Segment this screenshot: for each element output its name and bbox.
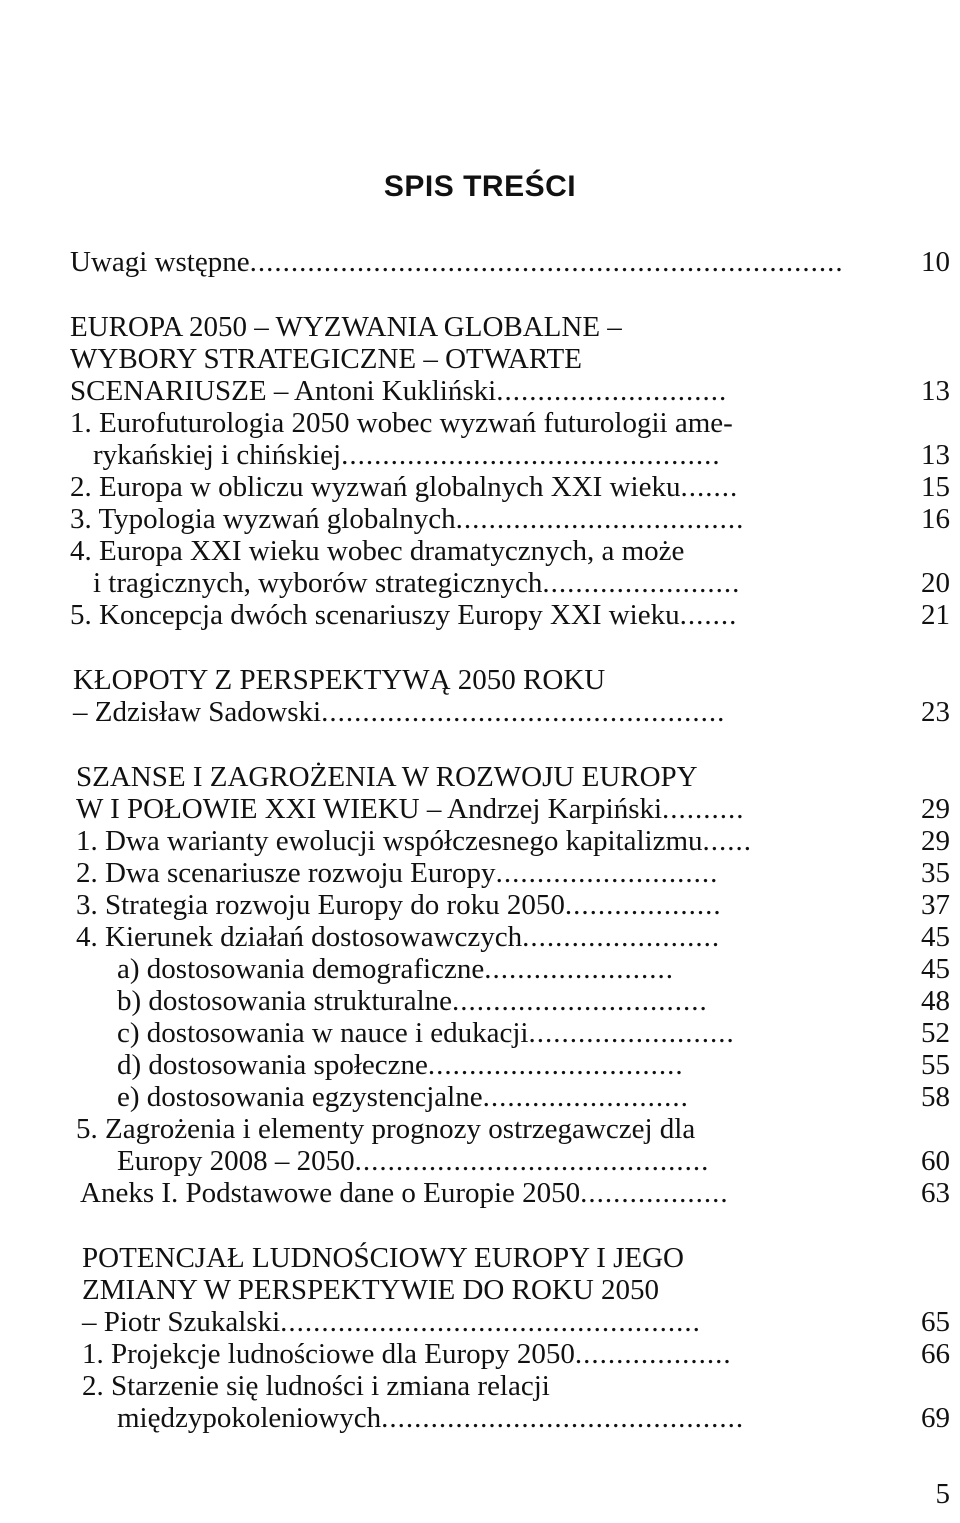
toc-leader-dots: ...................	[574, 1338, 732, 1370]
toc-entry-title	[93, 439, 721, 471]
page-number: 5	[935, 1478, 950, 1510]
toc-page-number: 37	[921, 889, 950, 921]
toc-entry	[0, 375, 960, 407]
toc-entry-label: 3. Strategia rozwoju Europy do roku 2050	[76, 889, 565, 921]
toc-page-number: 60	[921, 1145, 950, 1177]
table-of-contents	[0, 246, 960, 1434]
toc-entry	[0, 696, 960, 728]
toc-entry-title	[76, 761, 698, 793]
toc-page-number: 45	[921, 921, 950, 953]
toc-entry	[0, 953, 960, 985]
toc-entry	[0, 1402, 960, 1434]
toc-entry-label: ZMIANY W PERSPEKTYWIE DO ROKU 2050	[82, 1274, 660, 1306]
toc-entry-title	[70, 471, 738, 503]
toc-leader-dots: .........................	[482, 1081, 689, 1113]
toc-entry-label: d) dostosowania społeczne	[117, 1049, 428, 1081]
toc-entry-title	[70, 599, 737, 631]
toc-entry	[0, 761, 960, 793]
toc-entry-label: 5. Zagrożenia i elementy prognozy ostrzegawczej dla	[76, 1113, 696, 1145]
toc-entry-title	[76, 1113, 695, 1145]
toc-entry-title	[82, 1306, 701, 1338]
toc-page-number: 29	[921, 793, 950, 825]
toc-leader-dots: .........................	[528, 1017, 735, 1049]
toc-entry-title	[70, 311, 622, 343]
section-gap	[0, 631, 960, 664]
toc-leader-dots: ..........	[662, 793, 745, 825]
toc-entry-label: Aneks I. Podstawowe dane o Europie 2050	[80, 1177, 581, 1209]
toc-entry	[0, 567, 960, 599]
toc-entry-label: 1. Dwa warianty ewolucji współczesnego kapitalizmu	[76, 825, 703, 857]
toc-page-number: 63	[921, 1177, 950, 1209]
toc-entry	[0, 1177, 960, 1209]
toc-leader-dots: ............................	[496, 375, 728, 407]
toc-entry	[0, 1113, 960, 1145]
toc-entry-title	[82, 1274, 659, 1306]
toc-entry-label: 4. Europa XXI wieku wobec dramatycznych, a może	[70, 535, 685, 567]
toc-entry-title	[70, 246, 844, 278]
toc-leader-dots: ...................	[564, 889, 722, 921]
toc-entry	[0, 664, 960, 696]
toc-entry	[0, 793, 960, 825]
toc-entry-title	[82, 1370, 550, 1402]
toc-entry	[0, 599, 960, 631]
toc-entry-title	[82, 1242, 684, 1274]
toc-entry-label: SZANSE I ZAGROŻENIA W ROZWOJU EUROPY	[76, 761, 698, 793]
toc-entry-label: POTENCJAŁ LUDNOŚCIOWY EUROPY I JEGO	[82, 1242, 685, 1274]
toc-leader-dots: ........................	[542, 567, 741, 599]
toc-entry-title	[80, 1177, 729, 1209]
toc-entry	[0, 246, 960, 278]
section-gap	[0, 1209, 960, 1242]
toc-entry	[0, 311, 960, 343]
toc-leader-dots: ..............................................	[341, 439, 721, 471]
toc-entry-label: Uwagi wstępne	[70, 246, 250, 278]
toc-entry-label: 1. Projekcje ludnościowe dla Europy 2050	[82, 1338, 575, 1370]
toc-leader-dots: ...................................	[455, 503, 745, 535]
toc-page-number: 20	[921, 567, 950, 599]
toc-leader-dots: ......	[702, 825, 753, 857]
toc-page-number: 13	[921, 375, 950, 407]
toc-entry	[0, 343, 960, 375]
toc-entry-label: 5. Koncepcja dwóch scenariuszy Europy XXI wieku	[70, 599, 680, 631]
toc-entry-label: Europy 2008 – 2050	[117, 1145, 355, 1177]
toc-entry	[0, 439, 960, 471]
toc-entry-label: SCENARIUSZE – Antoni Kukliński	[70, 375, 497, 407]
toc-entry	[0, 1017, 960, 1049]
toc-entry-label: a) dostosowania demograficzne	[117, 953, 485, 985]
toc-entry	[0, 535, 960, 567]
toc-page-number: 48	[921, 985, 950, 1017]
toc-leader-dots: ...........................	[495, 857, 719, 889]
toc-leader-dots: ........................	[522, 921, 721, 953]
toc-page-number: 52	[921, 1017, 950, 1049]
toc-entry-label: b) dostosowania strukturalne	[117, 985, 453, 1017]
toc-leader-dots: ...................................................	[280, 1306, 701, 1338]
section-gap	[0, 278, 960, 311]
toc-entry	[0, 889, 960, 921]
toc-entry-title	[76, 857, 718, 889]
toc-entry-label: WYBORY STRATEGICZNE – OTWARTE	[70, 343, 582, 375]
toc-entry-title	[117, 1081, 689, 1113]
toc-leader-dots: ...........................................	[354, 1145, 710, 1177]
toc-page-number: 45	[921, 953, 950, 985]
toc-entry-label: 1. Eurofuturologia 2050 wobec wyzwań futurologii ame-	[70, 407, 733, 439]
toc-entry-label: rykańskiej i chińskiej	[93, 439, 342, 471]
toc-page-number: 16	[921, 503, 950, 535]
toc-leader-dots: .......	[680, 471, 739, 503]
toc-entry-label: i tragicznych, wyborów strategicznych	[93, 567, 543, 599]
toc-entry	[0, 1081, 960, 1113]
toc-page-number: 10	[921, 246, 950, 278]
toc-page-number: 35	[921, 857, 950, 889]
toc-entry-label: EUROPA 2050 – WYZWANIA GLOBALNE –	[70, 311, 622, 343]
toc-entry-title	[76, 921, 720, 953]
toc-entry-title	[76, 825, 752, 857]
toc-entry-title	[76, 889, 722, 921]
toc-entry-title	[117, 985, 708, 1017]
toc-entry-label: – Zdzisław Sadowski	[73, 696, 322, 728]
toc-entry-label: 3. Typologia wyzwań globalnych	[70, 503, 456, 535]
toc-page-number: 29	[921, 825, 950, 857]
toc-leader-dots: ...............................	[427, 1049, 684, 1081]
toc-entry-label: KŁOPOTY Z PERSPEKTYWĄ 2050 ROKU	[73, 664, 606, 696]
toc-page-number: 23	[921, 696, 950, 728]
toc-page-number: 15	[921, 471, 950, 503]
toc-entry-label: e) dostosowania egzystencjalne	[117, 1081, 483, 1113]
toc-entry-title	[70, 343, 582, 375]
toc-entry-label: W I POŁOWIE XXI WIEKU – Andrzej Karpiński	[76, 793, 663, 825]
toc-page-number: 55	[921, 1049, 950, 1081]
toc-entry-title	[117, 1145, 709, 1177]
toc-leader-dots: ...............................	[452, 985, 708, 1017]
toc-entry-title	[70, 535, 684, 567]
toc-entry	[0, 1338, 960, 1370]
toc-entry	[0, 1049, 960, 1081]
toc-entry-title	[76, 793, 745, 825]
page-title: SPIS TREŚCI	[383, 170, 577, 203]
toc-page-number: 21	[921, 599, 950, 631]
toc-entry	[0, 503, 960, 535]
toc-leader-dots: .................................................	[321, 696, 726, 728]
toc-entry	[0, 985, 960, 1017]
toc-leader-dots: ............................................	[381, 1402, 745, 1434]
toc-entry-label: – Piotr Szukalski	[82, 1306, 281, 1338]
toc-entry-title	[73, 696, 725, 728]
toc-page-number: 13	[921, 439, 950, 471]
toc-entry-title	[73, 664, 605, 696]
toc-entry-title	[70, 407, 733, 439]
toc-page-number: 69	[921, 1402, 950, 1434]
toc-entry	[0, 921, 960, 953]
toc-entry	[0, 471, 960, 503]
toc-leader-dots: .......................	[484, 953, 674, 985]
toc-entry-title	[82, 1338, 732, 1370]
toc-entry-label: 4. Kierunek działań dostosowawczych	[76, 921, 523, 953]
toc-leader-dots: .......	[679, 599, 738, 631]
toc-entry-title	[93, 567, 740, 599]
toc-entry-title	[117, 1017, 735, 1049]
toc-entry	[0, 1242, 960, 1274]
toc-entry-title	[117, 953, 674, 985]
toc-entry	[0, 1370, 960, 1402]
toc-entry-title	[70, 503, 744, 535]
toc-entry-title	[117, 1402, 744, 1434]
toc-entry	[0, 1306, 960, 1338]
toc-entry-label: międzypokoleniowych	[117, 1402, 382, 1434]
toc-entry-title	[70, 375, 727, 407]
toc-entry	[0, 1274, 960, 1306]
toc-entry-label: 2. Starzenie się ludności i zmiana relacji	[82, 1370, 550, 1402]
toc-entry-label: 2. Europa w obliczu wyzwań globalnych XXI wieku	[70, 471, 681, 503]
toc-entry	[0, 407, 960, 439]
toc-entry	[0, 1145, 960, 1177]
toc-entry-label: c) dostosowania w nauce i edukacji	[117, 1017, 529, 1049]
toc-page-number: 66	[921, 1338, 950, 1370]
toc-page-number: 58	[921, 1081, 950, 1113]
toc-page-number: 65	[921, 1306, 950, 1338]
toc-entry-label: 2. Dwa scenariusze rozwoju Europy	[76, 857, 496, 889]
toc-entry-title	[117, 1049, 684, 1081]
section-gap	[0, 728, 960, 761]
toc-entry	[0, 825, 960, 857]
toc-entry	[0, 857, 960, 889]
toc-leader-dots: ..................	[580, 1177, 729, 1209]
toc-leader-dots: ........................................................................	[249, 246, 844, 278]
